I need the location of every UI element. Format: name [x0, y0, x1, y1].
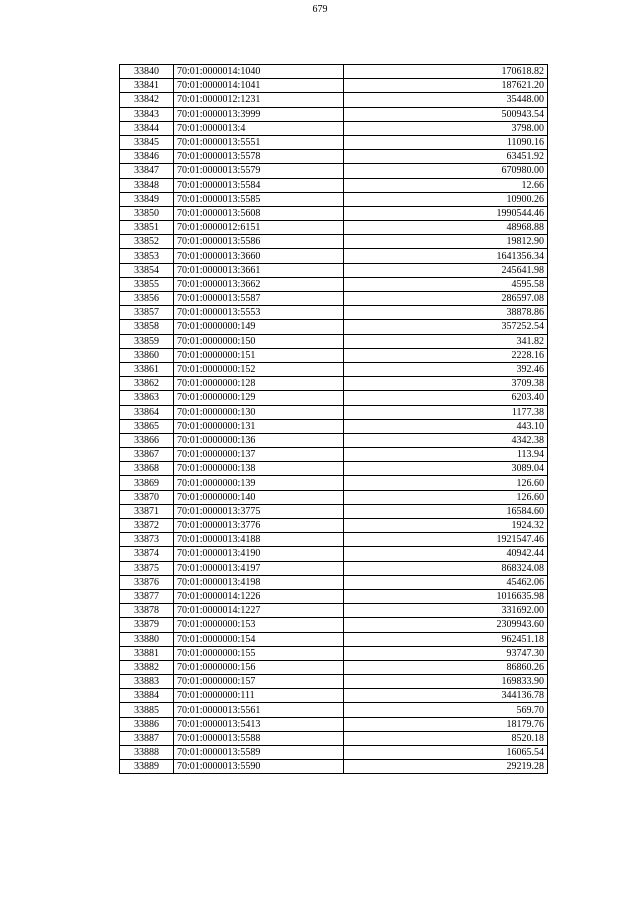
cadastral-number-cell: 70:01:0000013:5561 — [174, 703, 344, 717]
cadastral-number-cell: 70:01:0000000:156 — [174, 660, 344, 674]
row-number-cell: 33866 — [120, 433, 174, 447]
row-number-cell: 33862 — [120, 377, 174, 391]
table-row — [120, 135, 548, 149]
value-cell: 1921547.46 — [344, 533, 548, 547]
row-number-cell: 33874 — [120, 547, 174, 561]
table-row — [120, 292, 548, 306]
cadastral-number-cell: 70:01:0000000:155 — [174, 646, 344, 660]
row-number-cell: 33850 — [120, 206, 174, 220]
table-row — [120, 206, 548, 220]
row-number-cell: 33876 — [120, 575, 174, 589]
value-cell: 245641.98 — [344, 263, 548, 277]
row-number-cell: 33858 — [120, 320, 174, 334]
cadastral-number-cell: 70:01:0000000:131 — [174, 419, 344, 433]
value-cell: 3709.38 — [344, 377, 548, 391]
table-row — [120, 547, 548, 561]
cadastral-number-cell: 70:01:0000013:3776 — [174, 519, 344, 533]
table-row — [120, 150, 548, 164]
value-cell: 670980.00 — [344, 164, 548, 178]
table-row — [120, 334, 548, 348]
row-number-cell: 33844 — [120, 121, 174, 135]
value-cell: 3089.04 — [344, 462, 548, 476]
row-number-cell: 33867 — [120, 448, 174, 462]
row-number-cell: 33879 — [120, 618, 174, 632]
row-number-cell: 33843 — [120, 107, 174, 121]
table-row — [120, 405, 548, 419]
value-cell: 170618.82 — [344, 65, 548, 79]
table-row — [120, 675, 548, 689]
cadastral-number-cell: 70:01:0000013:5584 — [174, 178, 344, 192]
row-number-cell: 33884 — [120, 689, 174, 703]
cadastral-number-cell: 70:01:0000013:5551 — [174, 135, 344, 149]
table-row — [120, 604, 548, 618]
cadastral-number-cell: 70:01:0000013:4 — [174, 121, 344, 135]
cadastral-number-cell: 70:01:0000013:5553 — [174, 306, 344, 320]
row-number-cell: 33872 — [120, 519, 174, 533]
row-number-cell: 33887 — [120, 731, 174, 745]
table-row — [120, 561, 548, 575]
row-number-cell: 33880 — [120, 632, 174, 646]
cadastral-number-cell: 70:01:0000000:140 — [174, 490, 344, 504]
value-cell: 2309943.60 — [344, 618, 548, 632]
value-cell: 10900.26 — [344, 192, 548, 206]
table-row — [120, 221, 548, 235]
cadastral-number-cell: 70:01:0000013:3999 — [174, 107, 344, 121]
cadastral-number-cell: 70:01:0000013:5586 — [174, 235, 344, 249]
value-cell: 3798.00 — [344, 121, 548, 135]
table-row — [120, 433, 548, 447]
cadastral-number-cell: 70:01:0000014:1041 — [174, 79, 344, 93]
table-row — [120, 320, 548, 334]
value-cell: 2228.16 — [344, 348, 548, 362]
value-cell: 331692.00 — [344, 604, 548, 618]
cadastral-number-cell: 70:01:0000000:137 — [174, 448, 344, 462]
table-row — [120, 760, 548, 774]
value-cell: 1016635.98 — [344, 589, 548, 603]
table-row — [120, 746, 548, 760]
value-cell: 169833.90 — [344, 675, 548, 689]
cadastral-number-cell: 70:01:0000000:136 — [174, 433, 344, 447]
table-row — [120, 348, 548, 362]
row-number-cell: 33869 — [120, 476, 174, 490]
cadastral-number-cell: 70:01:0000000:139 — [174, 476, 344, 490]
page-number: 679 — [312, 4, 328, 15]
value-cell: 962451.18 — [344, 632, 548, 646]
table-row — [120, 618, 548, 632]
value-cell: 86860.26 — [344, 660, 548, 674]
table-row — [120, 362, 548, 376]
row-number-cell: 33841 — [120, 79, 174, 93]
table-row — [120, 249, 548, 263]
row-number-cell: 33868 — [120, 462, 174, 476]
cadastral-number-cell: 70:01:0000013:5579 — [174, 164, 344, 178]
cadastral-number-cell: 70:01:0000014:1226 — [174, 589, 344, 603]
row-number-cell: 33859 — [120, 334, 174, 348]
cadastral-number-cell: 70:01:0000013:5589 — [174, 746, 344, 760]
cadastral-number-cell: 70:01:0000014:1040 — [174, 65, 344, 79]
value-cell: 500943.54 — [344, 107, 548, 121]
table-row — [120, 107, 548, 121]
value-cell: 19812.90 — [344, 235, 548, 249]
table-row — [120, 589, 548, 603]
table-row — [120, 689, 548, 703]
table-row — [120, 121, 548, 135]
row-number-cell: 33870 — [120, 490, 174, 504]
cadastral-number-cell: 70:01:0000000:150 — [174, 334, 344, 348]
value-cell: 93747.30 — [344, 646, 548, 660]
value-cell: 286597.08 — [344, 292, 548, 306]
value-cell: 357252.54 — [344, 320, 548, 334]
table-row — [120, 178, 548, 192]
table-row — [120, 731, 548, 745]
row-number-cell: 33846 — [120, 150, 174, 164]
row-number-cell: 33855 — [120, 277, 174, 291]
value-cell: 45462.06 — [344, 575, 548, 589]
cadastral-number-cell: 70:01:0000000:128 — [174, 377, 344, 391]
cadastral-number-cell: 70:01:0000000:154 — [174, 632, 344, 646]
cadastral-number-cell: 70:01:0000013:4198 — [174, 575, 344, 589]
row-number-cell: 33883 — [120, 675, 174, 689]
table-row — [120, 490, 548, 504]
row-number-cell: 33889 — [120, 760, 174, 774]
table-row — [120, 65, 548, 79]
value-cell: 35448.00 — [344, 93, 548, 107]
table-row — [120, 419, 548, 433]
cadastral-number-cell: 70:01:0000000:153 — [174, 618, 344, 632]
value-cell: 29219.28 — [344, 760, 548, 774]
value-cell: 4595.58 — [344, 277, 548, 291]
table-row — [120, 462, 548, 476]
cadastral-number-cell: 70:01:0000014:1227 — [174, 604, 344, 618]
value-cell: 187621.20 — [344, 79, 548, 93]
row-number-cell: 33854 — [120, 263, 174, 277]
cadastral-number-cell: 70:01:0000000:157 — [174, 675, 344, 689]
table-row — [120, 277, 548, 291]
table-row — [120, 660, 548, 674]
cadastral-number-cell: 70:01:0000000:129 — [174, 391, 344, 405]
cadastral-number-cell: 70:01:0000013:3660 — [174, 249, 344, 263]
value-cell: 16065.54 — [344, 746, 548, 760]
table-row — [120, 504, 548, 518]
value-cell: 1924.32 — [344, 519, 548, 533]
table-row — [120, 476, 548, 490]
cadastral-number-cell: 70:01:0000013:5585 — [174, 192, 344, 206]
cadastral-number-cell: 70:01:0000000:138 — [174, 462, 344, 476]
row-number-cell: 33863 — [120, 391, 174, 405]
row-number-cell: 33853 — [120, 249, 174, 263]
value-cell: 1990544.46 — [344, 206, 548, 220]
table-row — [120, 164, 548, 178]
table-row — [120, 717, 548, 731]
row-number-cell: 33886 — [120, 717, 174, 731]
row-number-cell: 33847 — [120, 164, 174, 178]
row-number-cell: 33845 — [120, 135, 174, 149]
row-number-cell: 33888 — [120, 746, 174, 760]
value-cell: 48968.88 — [344, 221, 548, 235]
cadastral-number-cell: 70:01:0000013:4197 — [174, 561, 344, 575]
row-number-cell: 33882 — [120, 660, 174, 674]
row-number-cell: 33848 — [120, 178, 174, 192]
table-row — [120, 192, 548, 206]
row-number-cell: 33864 — [120, 405, 174, 419]
row-number-cell: 33860 — [120, 348, 174, 362]
row-number-cell: 33852 — [120, 235, 174, 249]
table-row — [120, 263, 548, 277]
table-row — [120, 306, 548, 320]
table-row — [120, 703, 548, 717]
cadastral-number-cell: 70:01:0000013:3662 — [174, 277, 344, 291]
value-cell: 341.82 — [344, 334, 548, 348]
row-number-cell: 33875 — [120, 561, 174, 575]
cadastral-number-cell: 70:01:0000013:5590 — [174, 760, 344, 774]
cadastral-number-cell: 70:01:0000013:5578 — [174, 150, 344, 164]
cadastral-number-cell: 70:01:0000000:130 — [174, 405, 344, 419]
cadastral-number-cell: 70:01:0000013:5413 — [174, 717, 344, 731]
row-number-cell: 33842 — [120, 93, 174, 107]
row-number-cell: 33878 — [120, 604, 174, 618]
row-number-cell: 33856 — [120, 292, 174, 306]
value-cell: 1641356.34 — [344, 249, 548, 263]
value-cell: 11090.16 — [344, 135, 548, 149]
value-cell: 8520.18 — [344, 731, 548, 745]
cadastral-number-cell: 70:01:0000000:152 — [174, 362, 344, 376]
table-row — [120, 533, 548, 547]
cadastral-number-cell: 70:01:0000012:6151 — [174, 221, 344, 235]
table-row — [120, 519, 548, 533]
row-number-cell: 33865 — [120, 419, 174, 433]
value-cell: 12.66 — [344, 178, 548, 192]
value-cell: 126.60 — [344, 476, 548, 490]
table-row — [120, 93, 548, 107]
cadastral-number-cell: 70:01:0000000:111 — [174, 689, 344, 703]
table-body — [120, 65, 548, 774]
table-row — [120, 575, 548, 589]
value-cell: 126.60 — [344, 490, 548, 504]
cadastral-number-cell: 70:01:0000013:5588 — [174, 731, 344, 745]
row-number-cell: 33861 — [120, 362, 174, 376]
value-cell: 63451.92 — [344, 150, 548, 164]
table-row — [120, 377, 548, 391]
cadastral-number-cell: 70:01:0000000:149 — [174, 320, 344, 334]
row-number-cell: 33873 — [120, 533, 174, 547]
table-row — [120, 448, 548, 462]
table-row — [120, 79, 548, 93]
cadastral-number-cell: 70:01:0000000:151 — [174, 348, 344, 362]
cadastral-number-cell: 70:01:0000013:4190 — [174, 547, 344, 561]
row-number-cell: 33881 — [120, 646, 174, 660]
row-number-cell: 33877 — [120, 589, 174, 603]
cadastral-number-cell: 70:01:0000013:5587 — [174, 292, 344, 306]
cadastral-value-table — [119, 64, 548, 774]
value-cell: 868324.08 — [344, 561, 548, 575]
table-row — [120, 391, 548, 405]
row-number-cell: 33857 — [120, 306, 174, 320]
cadastral-number-cell: 70:01:0000013:4188 — [174, 533, 344, 547]
table-row — [120, 632, 548, 646]
value-cell: 38878.86 — [344, 306, 548, 320]
value-cell: 443.10 — [344, 419, 548, 433]
value-cell: 16584.60 — [344, 504, 548, 518]
value-cell: 569.70 — [344, 703, 548, 717]
row-number-cell: 33849 — [120, 192, 174, 206]
row-number-cell: 33885 — [120, 703, 174, 717]
value-cell: 40942.44 — [344, 547, 548, 561]
cadastral-number-cell: 70:01:0000013:3661 — [174, 263, 344, 277]
cadastral-number-cell: 70:01:0000013:5608 — [174, 206, 344, 220]
value-cell: 6203.40 — [344, 391, 548, 405]
cadastral-number-cell: 70:01:0000013:3775 — [174, 504, 344, 518]
table-row — [120, 235, 548, 249]
row-number-cell: 33871 — [120, 504, 174, 518]
value-cell: 18179.76 — [344, 717, 548, 731]
table-row — [120, 646, 548, 660]
cadastral-number-cell: 70:01:0000012:1231 — [174, 93, 344, 107]
value-cell: 1177.38 — [344, 405, 548, 419]
row-number-cell: 33840 — [120, 65, 174, 79]
value-cell: 344136.78 — [344, 689, 548, 703]
value-cell: 4342.38 — [344, 433, 548, 447]
value-cell: 113.94 — [344, 448, 548, 462]
value-cell: 392.46 — [344, 362, 548, 376]
row-number-cell: 33851 — [120, 221, 174, 235]
